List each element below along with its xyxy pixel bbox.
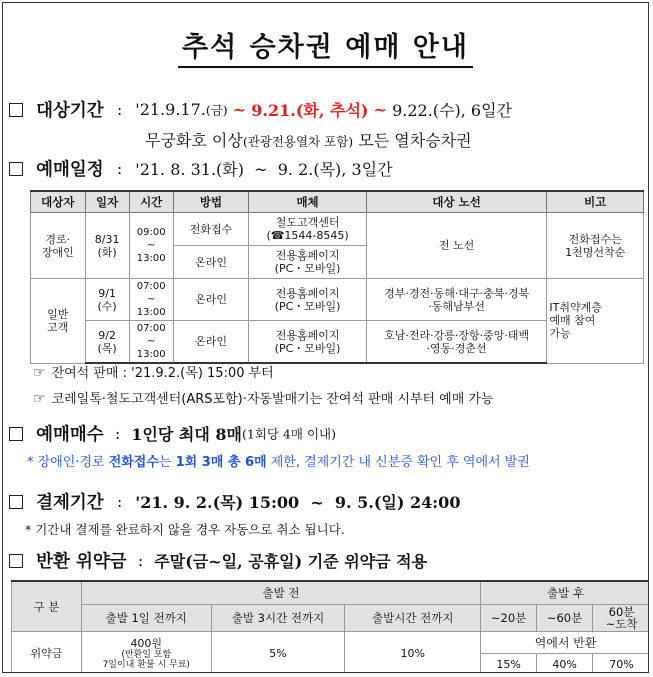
table-header-row bbox=[31, 191, 644, 213]
period-holiday: 9.21.(화, 추석) bbox=[251, 101, 369, 120]
cell-date: 8/31 (화) bbox=[85, 213, 129, 279]
cell-row-label: 위약금 bbox=[12, 632, 82, 674]
checkbox-icon bbox=[9, 427, 23, 441]
section-refund bbox=[9, 548, 427, 573]
cell-fee-2: 5% bbox=[211, 632, 345, 674]
period-label: 대상기간 bbox=[36, 101, 104, 121]
refund-subheader-row bbox=[12, 605, 650, 632]
schedule-label: 예매일정 bbox=[36, 160, 104, 180]
note-channels bbox=[33, 388, 494, 407]
limit-value: 1인당 최대 8매 bbox=[131, 425, 242, 444]
cell-media: 철도고객센터 (☎1544-8545) bbox=[249, 213, 367, 246]
payment-colon: : bbox=[116, 492, 123, 511]
cell-note: 전화접수는 1천명선착순 bbox=[547, 213, 644, 279]
th-a1: ~20분 bbox=[481, 605, 537, 632]
table-row bbox=[31, 213, 644, 246]
cell-pct-1: 15% bbox=[481, 654, 537, 674]
schedule-colon: : bbox=[116, 159, 123, 178]
fee-1-sub: (반환일 포함 7일이내 환불 시 무료) bbox=[102, 649, 190, 670]
period-line2-a: 무궁화호 이상 bbox=[145, 131, 243, 150]
payment-value: '21. 9. 2.(목) 15:00 ~ 9. 5.(일) 24:00 bbox=[135, 493, 461, 512]
pointing-hand-icon: ☞ bbox=[33, 365, 46, 381]
cell-pct-2: 40% bbox=[537, 654, 593, 674]
title-wrap bbox=[3, 32, 648, 68]
section-period bbox=[9, 97, 512, 122]
section-payment bbox=[9, 489, 460, 514]
th-route: 대상 노선 bbox=[366, 191, 547, 213]
notice-frame bbox=[2, 2, 649, 673]
th-media: 매체 bbox=[249, 191, 367, 213]
period-end: 9.22.(수), 6일간 bbox=[392, 101, 513, 120]
refund-colon: : bbox=[137, 551, 144, 570]
th-note: 비고 bbox=[547, 191, 644, 213]
period-line2-b: 모든 열차승차권 bbox=[358, 131, 472, 150]
cell-pct-3: 70% bbox=[593, 654, 649, 674]
limit-paren: (1회당 4매 이내) bbox=[241, 426, 336, 442]
fee-1-main: 400원 bbox=[130, 636, 163, 650]
th-b3: 출발시간 전까지 bbox=[345, 605, 481, 632]
th-a3: 60분 ~도착 bbox=[593, 605, 649, 632]
page-title: 추석 승차권 예매 안내 bbox=[178, 32, 473, 68]
th-target: 대상자 bbox=[31, 191, 86, 213]
cell-method: 온라인 bbox=[173, 279, 249, 321]
cell-target: 경로· 장애인 bbox=[31, 213, 86, 279]
period-tilde1: ~ bbox=[232, 100, 247, 119]
schedule-value: '21. 8. 31.(화) ~ 9. 2.(목), 3일간 bbox=[135, 160, 393, 179]
cell-media: 전용홈페이지 (PC・모바일) bbox=[249, 321, 367, 364]
th-time: 시간 bbox=[129, 191, 173, 213]
period-start: '21.9.17. bbox=[135, 100, 206, 119]
note-channels-text: 코레일톡·철도고객센터(ARS포함)·자동발매기는 잔여석 판매 시부터 예매 가능 bbox=[51, 392, 494, 407]
th-method: 방법 bbox=[173, 191, 249, 213]
cell-media: 전용홈페이지 (PC・모바일) bbox=[249, 246, 367, 279]
blue-note-b: 전화접수 bbox=[108, 455, 159, 470]
pointing-hand-icon: ☞ bbox=[33, 391, 46, 407]
cell-method: 전화접수 bbox=[173, 213, 249, 246]
cell-media: 전용홈페이지 (PC・모바일) bbox=[249, 279, 367, 321]
cell-time: 09:00 ~ 13:00 bbox=[129, 213, 173, 279]
note-remaining-text: 잔여석 판매 : '21.9.2.(목) 15:00 부터 bbox=[51, 366, 274, 381]
refund-table bbox=[11, 580, 649, 673]
period-line2 bbox=[145, 128, 472, 151]
period-line2-paren: (관광전용열차 포함) bbox=[242, 134, 354, 149]
cell-fee-1 bbox=[81, 632, 211, 674]
checkbox-icon bbox=[9, 495, 23, 509]
table-row bbox=[12, 632, 650, 654]
cell-note: IT취약계층 예매 참여 가능 bbox=[547, 279, 644, 364]
schedule-table bbox=[30, 190, 644, 364]
th-date: 일자 bbox=[85, 191, 129, 213]
checkbox-icon bbox=[9, 103, 23, 117]
period-colon: : bbox=[116, 100, 123, 119]
th-b2: 출발 3시간 전까지 bbox=[211, 605, 345, 632]
table-row bbox=[31, 279, 644, 321]
limit-label: 예매매수 bbox=[36, 425, 104, 445]
period-start-day: (금) bbox=[205, 102, 228, 118]
cell-date: 9/2 (목) bbox=[85, 321, 129, 364]
cell-time: 07:00 ~ 13:00 bbox=[129, 321, 173, 364]
checkbox-icon bbox=[9, 554, 23, 568]
th-after: 출발 후 bbox=[481, 581, 649, 605]
cell-time: 07:00 ~ 13:00 bbox=[129, 279, 173, 321]
blue-note-a: * 장애인·경로 bbox=[27, 455, 109, 470]
payment-note: * 기간내 결제를 완료하지 않을 경우 자동으로 취소 됩니다. bbox=[25, 522, 345, 537]
cell-route: 전 노선 bbox=[366, 213, 547, 279]
th-before: 출발 전 bbox=[81, 581, 480, 605]
th-a2: ~60분 bbox=[537, 605, 593, 632]
blue-note-c: 는 bbox=[158, 455, 176, 470]
refund-value: 주말(금~일, 공휴일) 기준 위약금 적용 bbox=[154, 552, 428, 571]
note-remaining bbox=[33, 362, 274, 381]
checkbox-icon bbox=[9, 162, 23, 176]
cell-fee-3: 10% bbox=[345, 632, 481, 674]
period-tilde2: ~ bbox=[373, 100, 387, 119]
cell-target: 일반 고객 bbox=[31, 279, 86, 364]
cell-route: 경부·경전·동해·대구·충북·경북 ·동해남부선 bbox=[366, 279, 547, 321]
cell-station: 역에서 반환 bbox=[481, 632, 649, 654]
blue-note bbox=[27, 451, 530, 470]
cell-date: 9/1 (수) bbox=[85, 279, 129, 321]
blue-note-d: 1회 3매 총 6매 bbox=[175, 455, 267, 470]
cell-method: 온라인 bbox=[173, 246, 249, 279]
blue-note-e: 제한, 결제기간 내 신분증 확인 후 역에서 발권 bbox=[266, 455, 530, 470]
cell-route: 호남·전라·강릉·장항·중앙·태백 ·영동·경춘선 bbox=[366, 321, 547, 364]
th-gubun: 구 분 bbox=[12, 581, 82, 632]
cell-method: 온라인 bbox=[173, 321, 249, 364]
section-limit bbox=[9, 421, 336, 446]
refund-label: 반환 위약금 bbox=[36, 552, 127, 572]
limit-colon: : bbox=[114, 424, 121, 443]
payment-label: 결제기간 bbox=[36, 493, 104, 513]
section-schedule bbox=[9, 156, 393, 181]
refund-header-row bbox=[12, 581, 650, 605]
th-b1: 출발 1일 전까지 bbox=[81, 605, 211, 632]
